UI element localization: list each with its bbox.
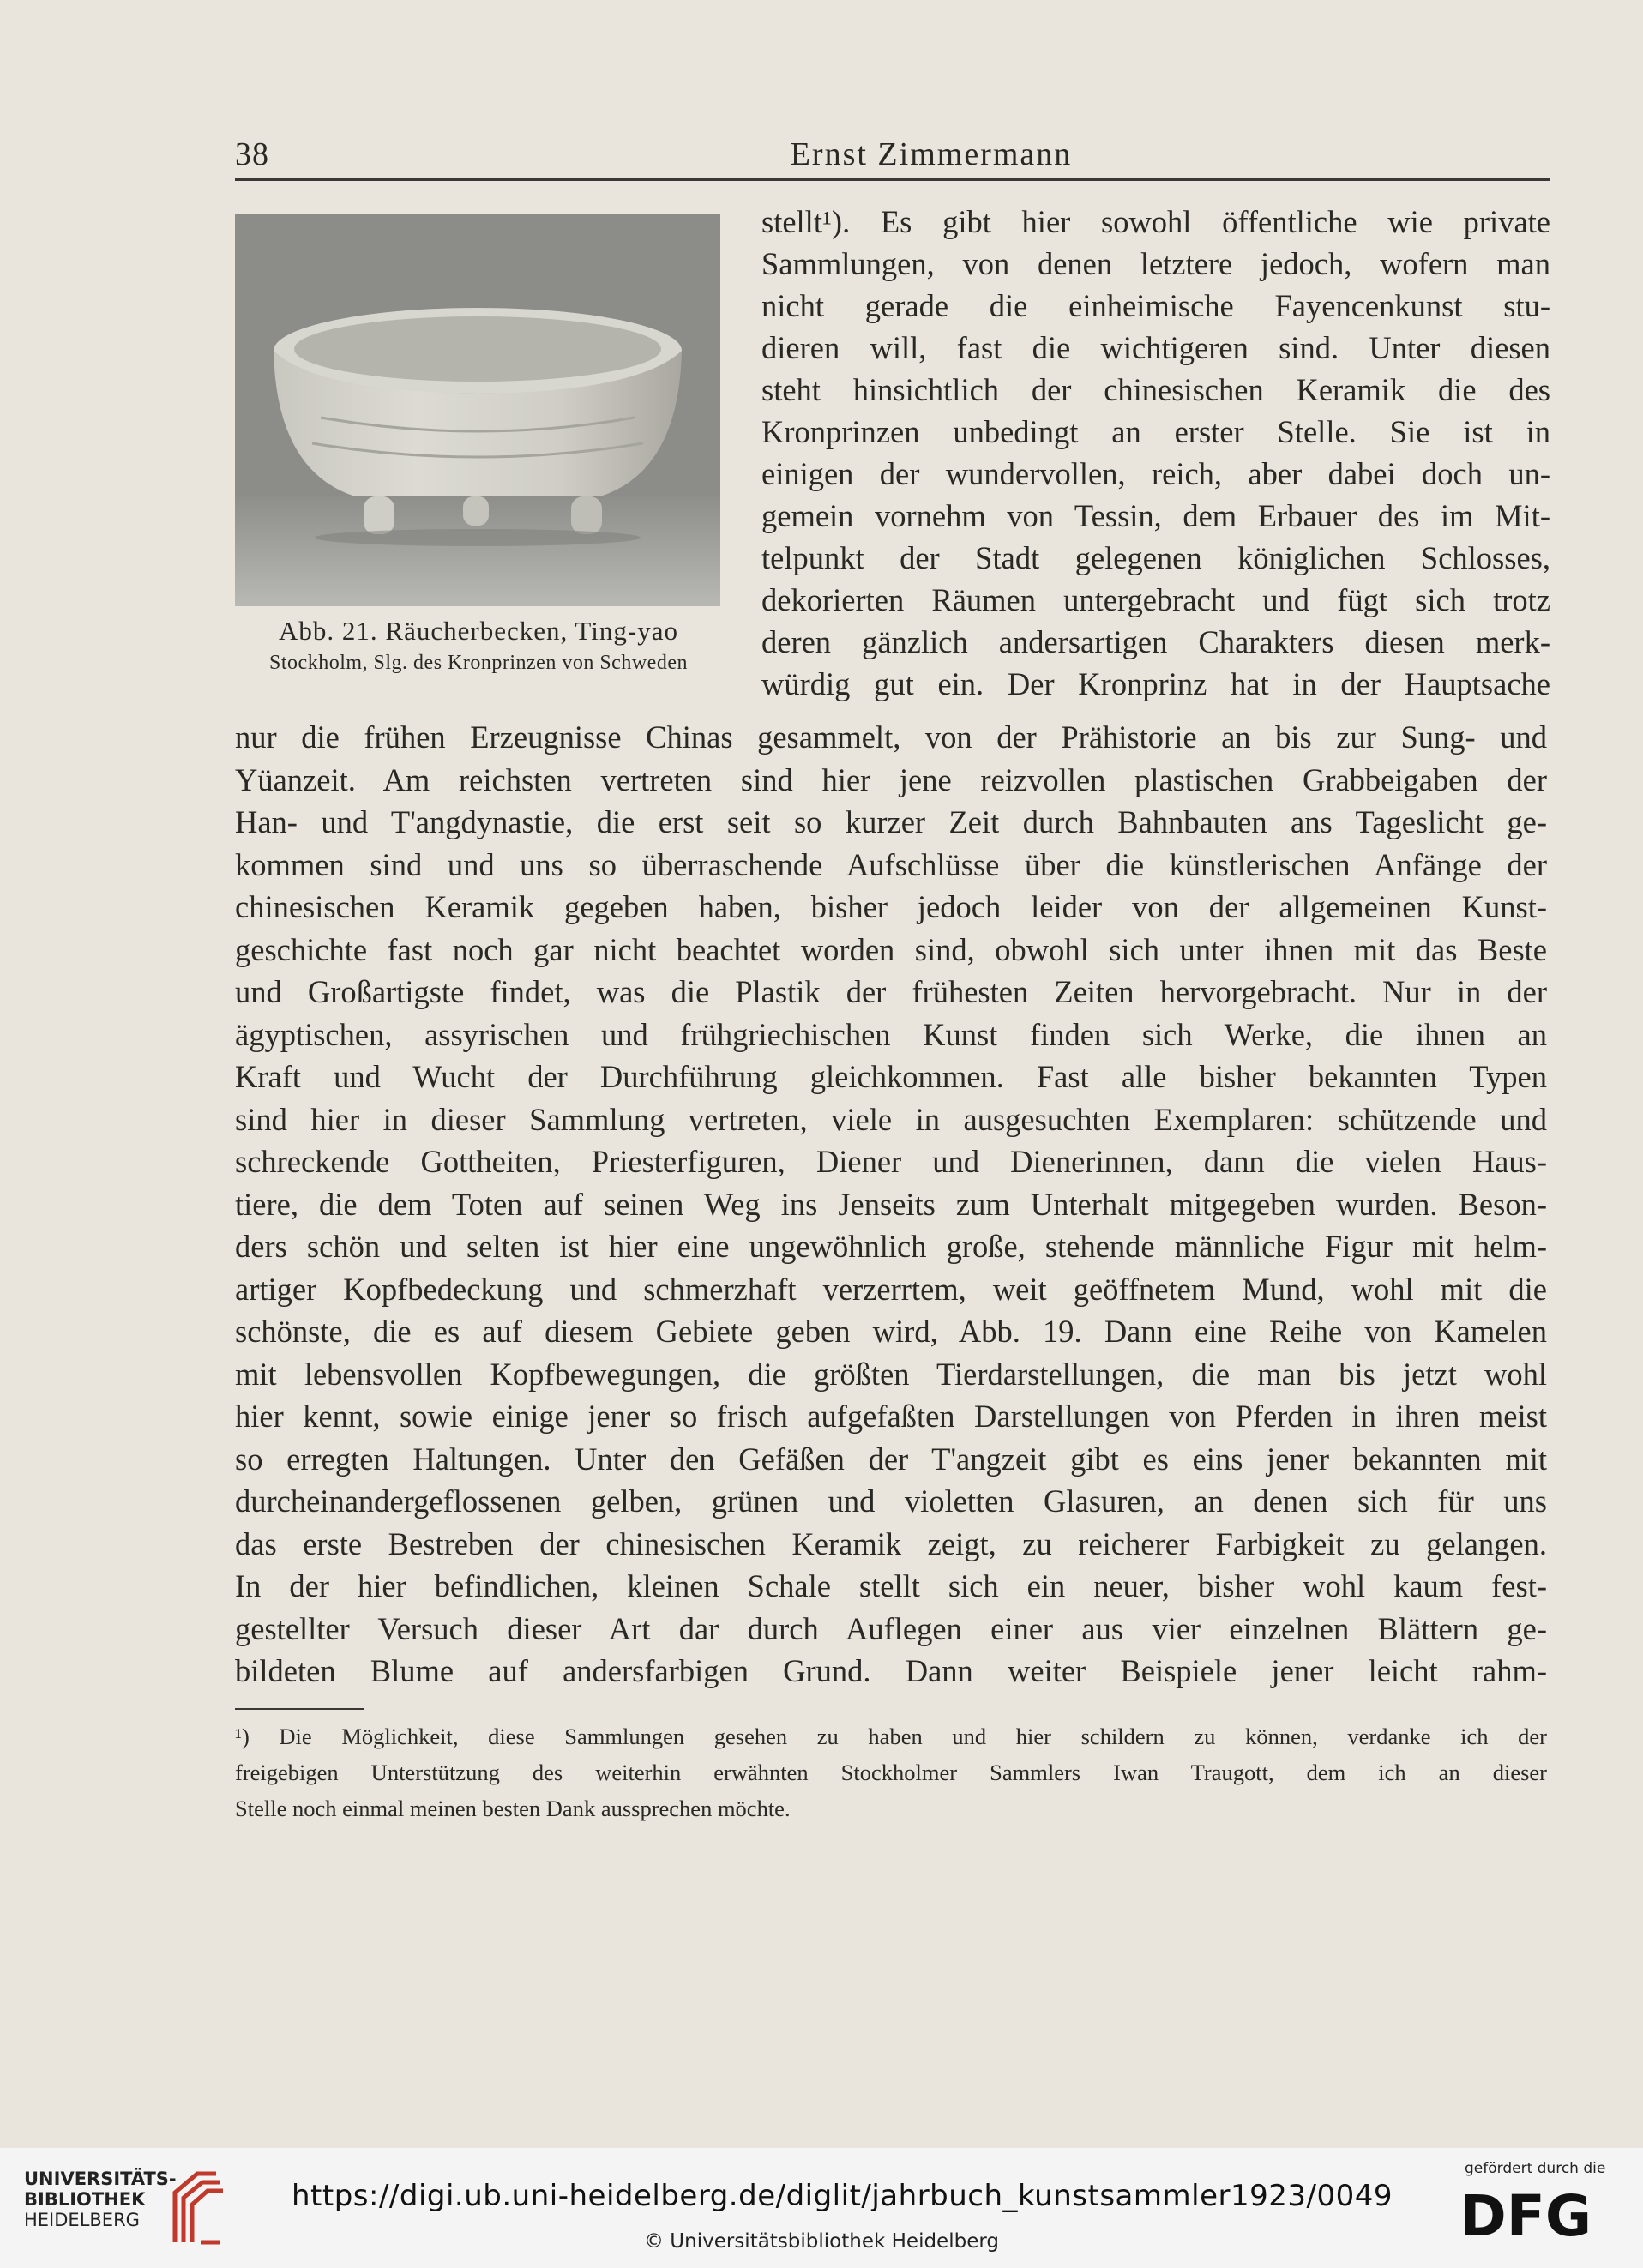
text-line: steht hinsichtlich der chinesischen Keramik die des	[761, 372, 1550, 407]
text-line: einigen der wundervollen, reich, aber dabei doch un-	[761, 456, 1550, 491]
text-line: und Großartigste findet, was die Plastik der frühesten Zeiten hervorgebracht. Nur in der	[235, 974, 1547, 1009]
text-line: so erregten Haltungen. Unter den Gefäßen der T'angzeit gibt es eins jener bekannten mit	[235, 1441, 1547, 1477]
text-line: nicht gerade die einheimische Fayencenkunst stu-	[761, 288, 1550, 323]
figure-image-incense-burner	[235, 214, 720, 606]
text-line: bildeten Blume auf andersfarbigen Grund. Dann weiter Beispiele jener leicht rahm-	[235, 1653, 1547, 1688]
viewer-footer	[0, 2148, 1643, 2268]
library-logo-text[interactable]	[24, 2169, 177, 2230]
text-line: stellt¹). Es gibt hier sowohl öffentliche wie private	[761, 204, 1550, 239]
footnote-divider	[235, 1708, 364, 1710]
text-line: gestellter Versuch dieser Art dar durch Auflegen einer aus vier einzelnen Blättern ge-	[235, 1610, 1547, 1646]
text-line: artiger Kopfbedeckung und schmerzhaft verzerrtem, weit geöffnetem Mund, wohl mit die	[235, 1271, 1547, 1307]
text-line: nur die frühen Erzeugnisse Chinas gesammelt, von der Prähistorie an bis zur Sung- und	[235, 719, 1547, 755]
text-line: telpunkt der Stadt gelegenen königlichen Schlosses,	[761, 540, 1550, 575]
text-line: schönste, die es auf diesem Gebiete geben wird, Abb. 19. Dann eine Reihe von Kamelen	[235, 1314, 1547, 1349]
text-line: mit lebensvollen Kopfbewegungen, die größten Tierdarstellungen, die man bis jetzt wohl	[235, 1356, 1547, 1392]
text-line: dieren will, fast die wichtigeren sind. Unter diesen	[761, 330, 1550, 365]
text-line: Han- und T'angdynastie, die erst seit so kurzer Zeit durch Bahnbauten ans Tageslicht ge-	[235, 804, 1547, 839]
dfg-logo-text: DFG	[1459, 2186, 1592, 2241]
text-line: Kraft und Wucht der Durchführung gleichkommen. Fast alle bisher bekannten Typen	[235, 1059, 1547, 1094]
funding-note: gefördert durch die	[1465, 2160, 1606, 2177]
dfg-logo-icon[interactable]	[1458, 2186, 1621, 2241]
incense-burner-photo	[235, 214, 720, 606]
text-line: Kronprinzen unbedingt an erster Stelle. Sie ist in	[761, 414, 1550, 449]
text-line: schreckende Gottheiten, Priesterfiguren, Diener und Dienerinnen, dann die vielen Haus-	[235, 1144, 1547, 1179]
library-name-line1: UNIVERSITÄTS-	[24, 2169, 177, 2189]
text-line: ders schön und selten ist hier eine ungewöhnlich große, stehende männliche Figur mit helm-	[235, 1229, 1547, 1264]
text-line: das erste Bestreben der chinesischen Keramik zeigt, zu reicherer Farbigkeit zu gelangen.	[235, 1525, 1547, 1561]
library-name-line3: HEIDELBERG	[24, 2210, 140, 2230]
text-line: sind hier in dieser Sammlung vertreten, viele in ausgesuchten Exemplaren: schützende und	[235, 1101, 1547, 1137]
text-line: In der hier befindlichen, kleinen Schale stellt sich ein neuer, bisher wohl kaum fest-	[235, 1568, 1547, 1603]
text-line: ägyptischen, assyrischen und frühgriechischen Kunst finden sich Werke, die ihnen an	[235, 1016, 1547, 1052]
text-line: kommen sind und uns so überraschende Aufschlüsse über die künstlerischen Anfänge der	[235, 846, 1547, 882]
page-header	[235, 134, 1550, 181]
footnote-line: Stelle noch einmal meinen besten Dank aussprechen möchte.	[235, 1796, 791, 1821]
figure-caption-title: Abb. 21. Räucherbecken, Ting-yao	[279, 616, 678, 646]
text-line: gemein vornehm von Tessin, dem Erbauer des im Mit-	[761, 498, 1550, 533]
permalink-url[interactable]: https://digi.ub.uni-heidelberg.de/diglit/jahrbuch_kunstsammler1923/0049	[292, 2179, 1393, 2213]
page-number: 38	[235, 136, 269, 172]
text-line: dekorierten Räumen untergebracht und fügt sich trotz	[761, 582, 1550, 617]
footnote-line: ¹) Die Möglichkeit, diese Sammlungen gesehen zu haben und hier schildern zu können, verdanke ich der	[235, 1724, 1547, 1749]
text-line: Sammlungen, von denen letztere jedoch, wofern man	[761, 246, 1550, 281]
figure-caption-credit: Stockholm, Slg. des Kronprinzen von Schweden	[269, 652, 688, 674]
text-line: würdig gut ein. Der Kronprinz hat in der Hauptsache	[761, 666, 1550, 701]
text-line: tiere, die dem Toten auf seinen Weg ins Jenseits zum Unterhalt mitgegeben wurden. Beson-	[235, 1186, 1547, 1222]
footnote-line: freigebigen Unterstützung des weiterhin erwähnten Stockholmer Sammlers Iwan Traugott, dem ich an dieser	[235, 1760, 1547, 1785]
text-line: deren gänzlich andersartigen Charakters diesen merk-	[761, 624, 1550, 659]
copyright-notice: © Universitätsbibliothek Heidelberg	[643, 2230, 999, 2253]
library-name-line2: BIBLIOTHEK	[24, 2189, 146, 2210]
text-line: durcheinandergeflossenen gelben, grünen und violetten Glasuren, an denen sich für uns	[235, 1483, 1547, 1519]
text-line: hier kennt, sowie einige jener so frisch aufgefaßten Darstellungen von Pferden in ihren meist	[235, 1399, 1547, 1434]
running-title: Ernst Zimmermann	[790, 136, 1073, 172]
text-line: geschichte fast noch gar nicht beachtet worden sind, obwohl sich unter ihnen mit das Beste	[235, 931, 1547, 967]
text-line: Yüanzeit. Am reichsten vertreten sind hier jene reizvollen plastischen Grabbeigaben der	[235, 761, 1547, 797]
text-line: chinesischen Keramik gegeben haben, bisher jedoch leider von der allgemeinen Kunst-	[235, 889, 1547, 924]
